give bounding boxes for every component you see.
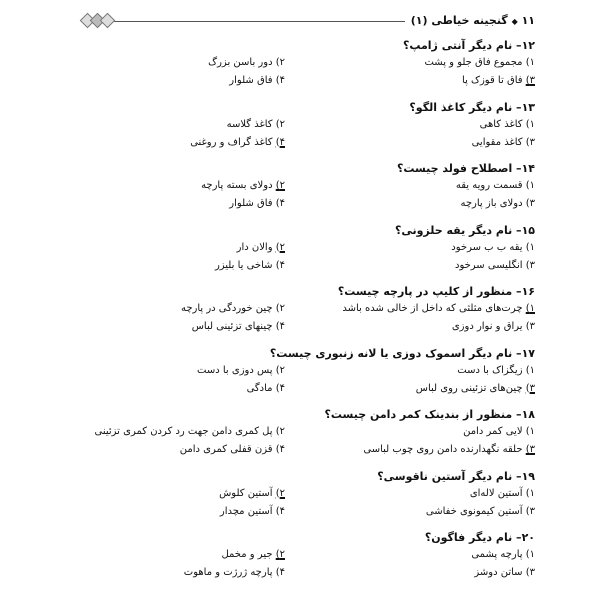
option-text: کاغذ گلاسه — [226, 118, 273, 130]
option-text: چینهای تزئینی لباس — [191, 321, 273, 332]
option-number: ۲) — [275, 303, 285, 314]
question-block — [60, 284, 535, 336]
option-number: ۳) — [525, 567, 535, 578]
option-number-correct: ۲) — [275, 241, 285, 253]
option-2 — [181, 300, 285, 318]
option-text: یراق و نوار دوزی — [451, 321, 523, 332]
option-number: ۴) — [275, 382, 285, 394]
option-number: ۱) — [525, 549, 535, 560]
option-1 — [457, 362, 535, 380]
option-text: پارچه پشمی — [471, 549, 523, 560]
option-text: حلقه نگهدارنده دامن روی چوب لباسی — [363, 444, 523, 455]
option-4 — [229, 72, 285, 90]
page-number: ۱۱ — [521, 14, 535, 27]
option-1 — [471, 546, 535, 564]
option-text: انگلیسی سرخود — [454, 259, 523, 271]
option-number-correct: ۲) — [275, 487, 285, 499]
option-number: ۲) — [275, 364, 285, 376]
option-number: ۲) — [275, 57, 285, 68]
option-text: ساتن دوشز — [474, 567, 523, 578]
question-title: ۱۷– نام دیگر اسموک دوزی یا لانه زنبوری چیست؟ — [269, 346, 535, 360]
option-number: ۱) — [525, 487, 535, 499]
option-number: ۱) — [525, 426, 535, 437]
option-1 — [480, 116, 535, 134]
header-separator: ◆ — [511, 17, 518, 26]
option-number: ۳) — [525, 321, 535, 332]
options-row — [60, 134, 535, 152]
option-number: ۳) — [525, 136, 535, 148]
option-1 — [456, 177, 535, 195]
option-4 — [192, 318, 285, 336]
option-3 — [426, 503, 535, 521]
option-text: چین‌های تزئینی روی لباس — [415, 382, 523, 394]
options-row — [60, 362, 535, 380]
question-title: ۱۴– اصطلاح فولد چیست؟ — [396, 162, 535, 175]
option-4 — [190, 134, 285, 152]
options-row — [60, 423, 535, 441]
option-text: چرت‌های مثلثی که داخل از خالی شده باشد — [342, 303, 523, 314]
option-4 — [180, 441, 285, 459]
book-title: گنجینه خیاطی (۱) — [410, 14, 508, 27]
option-3 — [452, 318, 535, 336]
option-number: ۴) — [275, 505, 285, 517]
option-2 — [237, 239, 285, 257]
option-number: ۴) — [275, 321, 285, 332]
option-number: ۳) — [525, 505, 535, 517]
question-title: ۱۲– نام دیگر آنتی ژامپ؟ — [402, 39, 535, 52]
option-text: مجموع فاق جلو و پشت — [424, 57, 523, 68]
option-text: والان دار — [236, 241, 273, 253]
option-text: کاغذ مقوایی — [471, 136, 523, 148]
option-1 — [463, 423, 535, 441]
option-number: ۴) — [275, 198, 285, 209]
option-3 — [461, 195, 536, 213]
options-row — [60, 72, 535, 90]
option-number-correct: ۱) — [525, 303, 535, 314]
options-row — [60, 503, 535, 521]
option-number: ۲) — [275, 426, 285, 437]
option-text: یقه ب ب سرخود — [451, 241, 523, 253]
option-text: دولای باز پارچه — [460, 198, 523, 209]
option-3 — [462, 72, 535, 90]
question-block — [60, 346, 535, 398]
options-row — [60, 564, 535, 582]
option-4 — [229, 195, 285, 213]
options-row — [60, 546, 535, 564]
option-3 — [416, 380, 535, 398]
option-number: ۱) — [525, 364, 535, 376]
option-number-correct: ۲) — [275, 180, 285, 191]
option-number: ۲) — [275, 118, 285, 130]
option-text: کاغذ کاهی — [479, 118, 523, 130]
option-4 — [215, 257, 285, 275]
option-3 — [363, 441, 535, 459]
option-number: ۱) — [525, 57, 535, 68]
option-number: ۳) — [525, 198, 535, 209]
option-text: پل کمری دامن جهت رد کردن کمری تزئینی — [94, 426, 273, 437]
option-text: جیر و مخمل — [221, 549, 273, 560]
option-text: مادگی — [246, 382, 273, 394]
question-title: ۱۸– منظور از بندینک کمر دامن چیست؟ — [324, 408, 535, 421]
option-4 — [247, 380, 285, 398]
option-number-correct: ۳) — [525, 75, 535, 86]
options-row — [60, 300, 535, 318]
option-text: فاق تا قوزک پا — [462, 75, 523, 86]
option-3 — [472, 134, 535, 152]
option-1 — [451, 239, 535, 257]
option-text: آستین مچدار — [219, 505, 273, 517]
question-block — [60, 530, 535, 582]
option-text: آستین لاله‌ای — [469, 487, 523, 499]
option-text: فاق شلوار — [229, 75, 273, 86]
option-4 — [220, 503, 285, 521]
option-text: آستین کلوش — [219, 487, 273, 499]
option-3 — [474, 564, 535, 582]
options-row — [60, 380, 535, 398]
option-2 — [227, 116, 285, 134]
question-block — [60, 407, 535, 459]
option-number-correct: ۳) — [525, 382, 535, 394]
option-text: پس دوزی با دست — [197, 364, 273, 376]
option-2 — [95, 423, 285, 441]
page-header — [78, 12, 535, 30]
options-row — [60, 485, 535, 503]
option-1 — [342, 300, 535, 318]
question-block — [60, 223, 535, 275]
question-title: ۱۳– نام دیگر کاغذ الگو؟ — [409, 100, 535, 114]
option-text: کاغذ گراف و روغنی — [190, 136, 273, 148]
option-text: قزن قفلی کمری دامن — [179, 444, 273, 455]
question-title: ۱۶– منظور از کلیپ در پارچه چیست؟ — [337, 285, 535, 298]
header-title-block — [405, 12, 535, 31]
options-row — [60, 239, 535, 257]
option-text: چین خوردگی در پارچه — [180, 303, 273, 314]
question-block — [60, 100, 535, 152]
option-text: پارچه ژرژت و ماهوت — [183, 567, 273, 578]
options-row — [60, 441, 535, 459]
option-4 — [184, 564, 285, 582]
question-block — [60, 161, 535, 213]
option-text: شاخی یا بلیزر — [214, 259, 273, 271]
question-title: ۱۵– نام دیگر یقه حلزونی؟ — [394, 223, 535, 237]
question-block — [60, 38, 535, 90]
option-2 — [208, 54, 285, 72]
option-1 — [470, 485, 535, 503]
option-text: دور باسن بزرگ — [208, 57, 273, 68]
options-row — [60, 54, 535, 72]
options-row — [60, 177, 535, 195]
option-text: آستین کیمونوی خفاشی — [425, 505, 523, 517]
option-text: دولای بسته پارچه — [201, 180, 273, 191]
option-number: ۱) — [525, 241, 535, 253]
question-block — [60, 469, 535, 521]
option-text: قسمت رویه یقه — [455, 180, 523, 191]
option-3 — [455, 257, 535, 275]
options-row — [60, 257, 535, 275]
option-number-correct: ۳) — [525, 444, 535, 455]
option-text: زیگزاک با دست — [457, 364, 523, 376]
option-1 — [424, 54, 535, 72]
option-number-correct: ۲) — [275, 549, 285, 560]
option-number: ۴) — [275, 567, 285, 578]
option-2 — [219, 485, 285, 503]
option-2 — [221, 546, 285, 564]
question-title: ۱۹– نام دیگر آستین ناقوسی؟ — [377, 469, 535, 483]
options-row — [60, 195, 535, 213]
option-2 — [197, 362, 285, 380]
option-number: ۴) — [275, 444, 285, 455]
option-number: ۱) — [525, 180, 535, 191]
option-text: لایی کمر دامن — [463, 426, 523, 437]
option-2 — [201, 177, 285, 195]
header-ornament-icon — [78, 15, 118, 27]
option-number-correct: ۴) — [275, 136, 285, 148]
option-text: فاق شلوار — [229, 198, 273, 209]
option-number: ۴) — [275, 75, 285, 86]
options-row — [60, 318, 535, 336]
option-number: ۱) — [525, 118, 535, 130]
options-row — [60, 116, 535, 134]
option-number: ۴) — [275, 259, 285, 271]
option-number: ۳) — [525, 259, 535, 271]
question-title: ۲۰– نام دیگر فاگون؟ — [424, 531, 535, 544]
